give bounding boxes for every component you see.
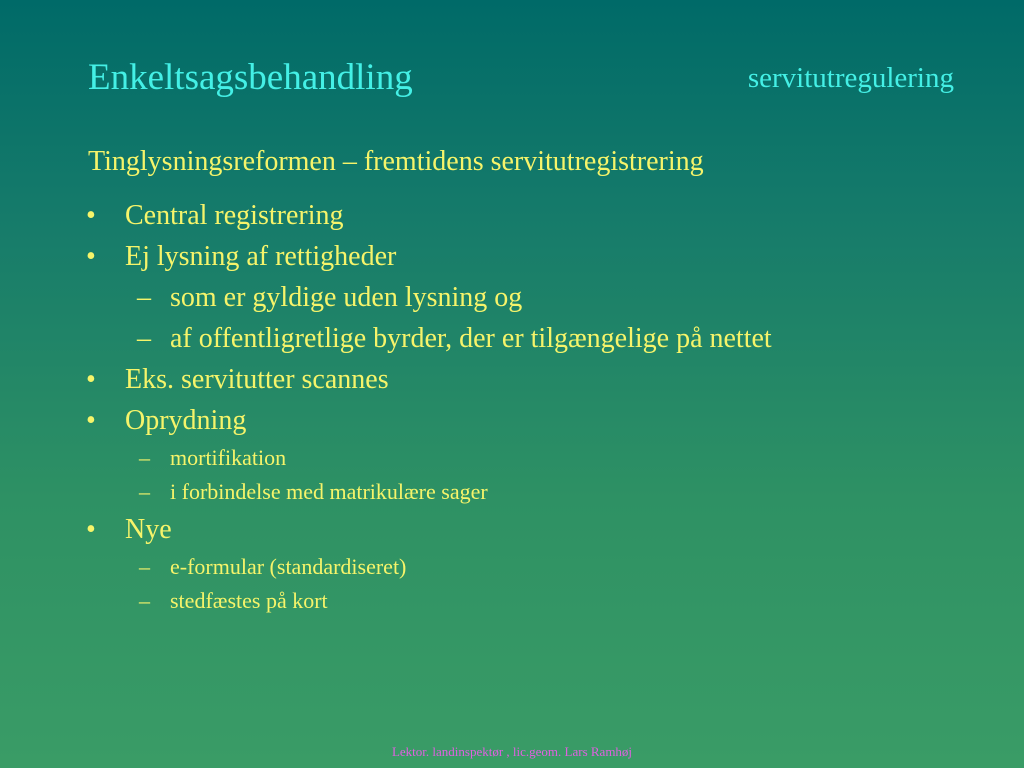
sub-bullet-text: i forbindelse med matrikulære sager	[170, 479, 488, 504]
sub-bullet-item	[0, 441, 1024, 475]
dash-marker: –	[139, 554, 150, 579]
bullet-item	[0, 400, 1024, 441]
bullet-marker: •	[86, 364, 96, 395]
bullet-text: Nye	[125, 514, 172, 545]
bullet-item	[0, 195, 1024, 236]
sub-bullet-text: stedfæstes på kort	[170, 588, 328, 613]
sub-bullet-text: som er gyldige uden lysning og	[170, 282, 523, 313]
slide-subtitle: Tinglysningsreformen – fremtidens servitutregistrering	[88, 146, 704, 177]
sub-bullet-item	[0, 550, 1024, 584]
sub-bullet-item	[0, 318, 1024, 359]
dash-marker: –	[137, 323, 151, 354]
sub-bullet-item	[0, 584, 1024, 618]
bullet-marker: •	[86, 200, 96, 231]
bullet-text: Ej lysning af rettigheder	[125, 241, 397, 272]
sub-bullet-text: mortifikation	[170, 445, 287, 470]
sub-bullet-text: e-formular (standardiseret)	[170, 554, 407, 579]
dash-marker: –	[137, 282, 151, 313]
slide-footer: Lektor. landinspektør , lic.geom. Lars Ramhøj	[391, 744, 633, 759]
bullet-marker: •	[86, 241, 96, 272]
bullet-marker: •	[86, 514, 96, 545]
sub-bullet-item	[0, 277, 1024, 318]
bullet-marker: •	[86, 405, 96, 436]
sub-bullet-item	[0, 475, 1024, 509]
dash-marker: –	[139, 479, 150, 504]
sub-bullet-text: af offentligretlige byrder, der er tilgængelige på nettet	[170, 323, 772, 354]
bullet-text: Central registrering	[125, 200, 344, 231]
dash-marker: –	[139, 588, 150, 613]
bullet-item	[0, 236, 1024, 277]
bullet-text: Eks. servitutter scannes	[125, 364, 389, 395]
bullet-list	[0, 195, 1024, 618]
dash-marker: –	[139, 445, 150, 470]
bullet-item	[0, 359, 1024, 400]
slide-title: Enkeltsagsbehandling	[88, 57, 413, 98]
bullet-item	[0, 509, 1024, 550]
slide-topic: servitutregulering	[747, 62, 954, 94]
bullet-text: Oprydning	[125, 405, 247, 436]
